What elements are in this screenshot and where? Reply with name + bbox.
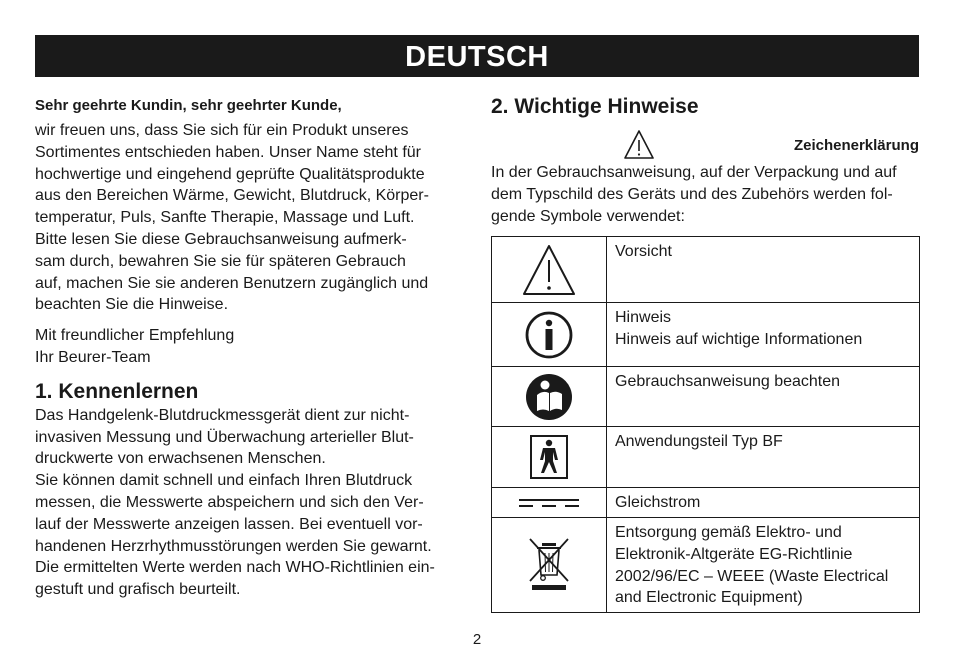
greeting: Sehr geehrte Kundin, sehr geehrter Kunde,: [35, 97, 342, 114]
table-row: [492, 427, 920, 488]
intro-paragraph: wir freuen uns, dass Sie sich für ein Produkt unseres Sortimentes entschieden haben. Unser Name steht für hochwertige und eingehend geprüfte Qualitätsprodukte aus den Bereichen Wärme, Gewicht, Blutdruck, Körper- temperatur, Puls, Sanfte Therapie, Massage und Luft. Bitte lesen Sie diese Gebrauchsanweisung aufmerk- sam durch, bewahren Sie sie für späteren Gebrauch auf, machen Sie sie anderen Benutzern zugänglich und beachten Sie die Hinweise.: [35, 122, 429, 314]
table-row: [492, 367, 920, 427]
section-banner: DEUTSCH: [35, 35, 919, 77]
section-heading-kennenlernen: 1. Kennenlernen: [35, 379, 199, 403]
symbol-description: Vorsicht: [607, 237, 920, 303]
table-row: [492, 488, 920, 518]
right-column: [491, 94, 919, 227]
table-row: [492, 303, 920, 367]
section-heading-hinweise: 2. Wichtige Hinweise: [491, 95, 699, 118]
signoff: Mit freundlicher Empfehlung Ihr Beurer-Team: [35, 327, 235, 366]
symbol-description: Gebrauchsanweisung beachten: [607, 367, 920, 427]
info-icon: [524, 310, 574, 360]
direct-current-icon: [517, 495, 581, 511]
left-column: [35, 96, 460, 601]
table-row: [492, 518, 920, 613]
symbol-description: Entsorgung gemäß Elektro- und Elektronik-Altgeräte EG-Richtlinie 2002/96/EC – WEEE (Waste Electrical and Electronic Equipment): [607, 518, 920, 613]
symbol-description: Gleichstrom: [607, 488, 920, 518]
symbol-description: Hinweis Hinweis auf wichtige Informationen: [607, 303, 920, 367]
symbol-description: Anwendungsteil Typ BF: [607, 427, 920, 488]
warning-triangle-icon: [521, 243, 577, 297]
symbols-intro: In der Gebrauchsanweisung, auf der Verpackung und auf dem Typschild des Geräts und des Zubehörs werden fol- gende Symbole verwendet:: [491, 164, 897, 225]
kennenlernen-body: Das Handgelenk-Blutdruckmessgerät dient zur nicht- invasiven Messung und Überwachung arterieller Blut- druckwerte von erwachsenen Menschen. Sie können damit schnell und einfach Ihren Blutdruck messen, die Messwerte abspeichern und sich den Ver- lauf der Messwerte anzeigen lassen. Bei eventuell vor- handenen Herzrhythmusstörungen werden Sie gewarnt. Die ermittelten Werte werden nach WHO-Richtlinien ein- gestuft und grafisch beurteilt.: [35, 406, 435, 599]
weee-bin-icon: [527, 537, 571, 593]
read-manual-icon: [525, 373, 573, 421]
type-bf-icon: [529, 434, 569, 480]
warning-triangle-icon: [623, 128, 655, 160]
subheading-zeichenerklaerung: Zeichenerklärung: [793, 137, 919, 154]
symbol-table: [491, 236, 920, 613]
page-number: 2: [472, 631, 482, 648]
subheading-row: [491, 128, 919, 160]
table-row: [492, 237, 920, 303]
